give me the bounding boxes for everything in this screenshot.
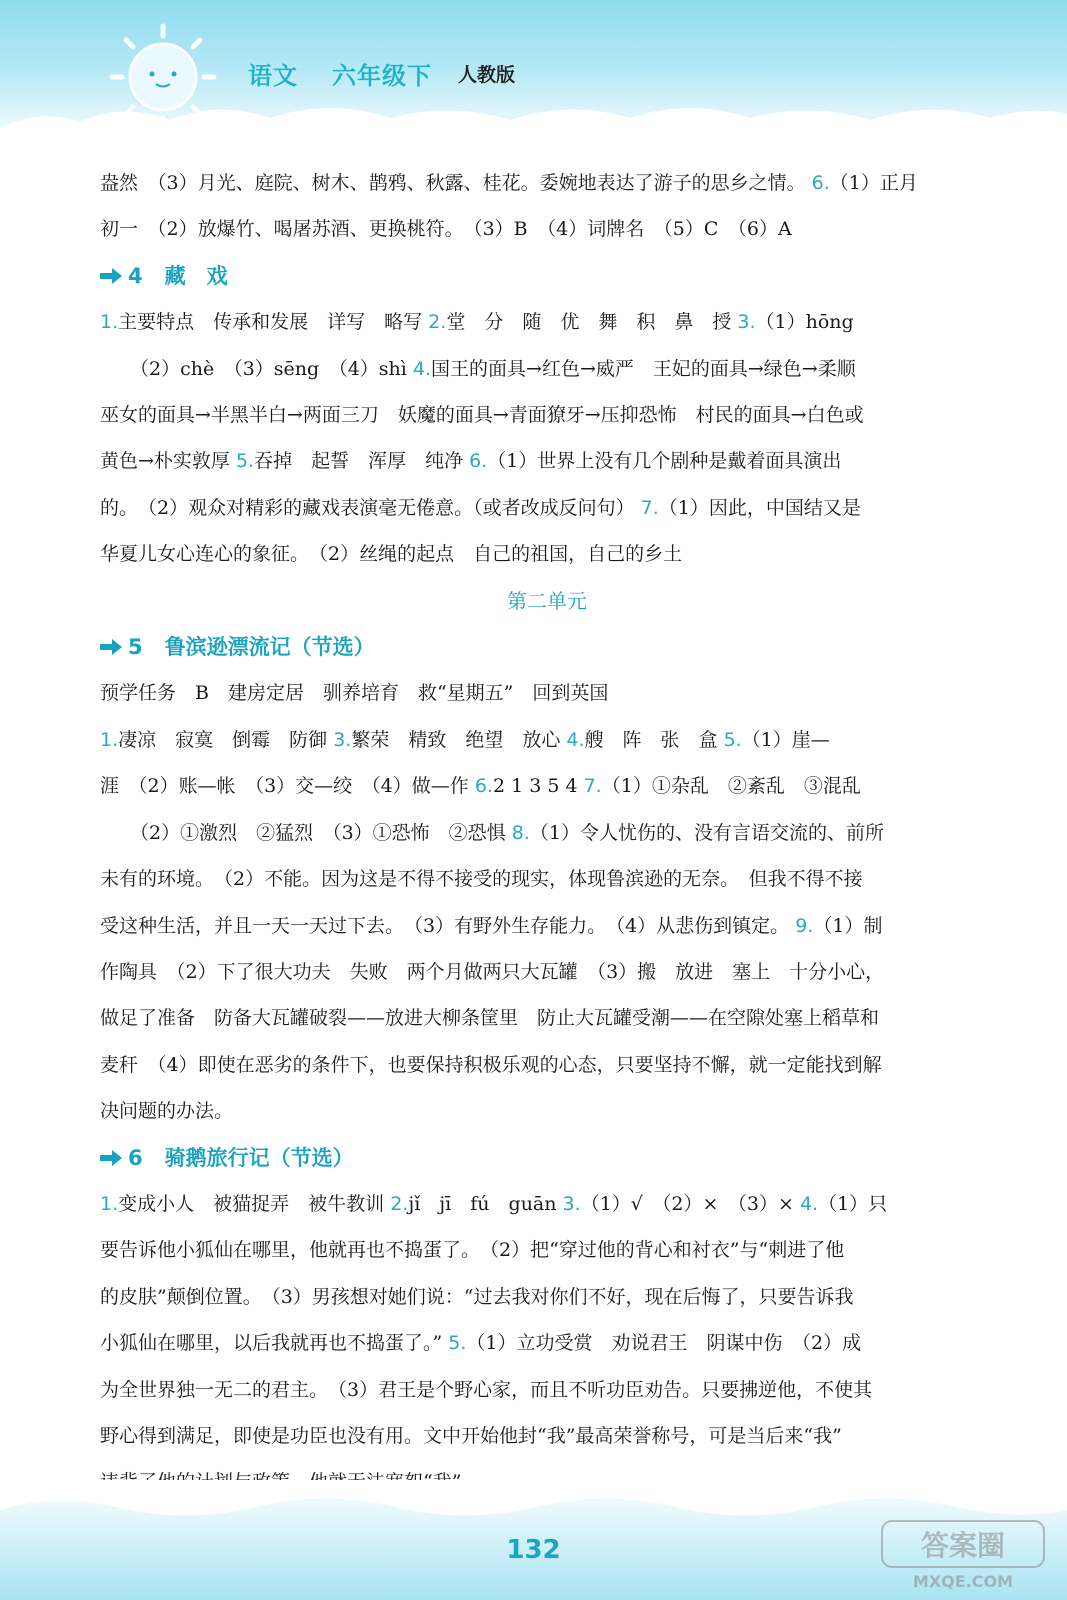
answer-text: 要告诉他小狐仙在哪里，他就再也不捣蛋了。 （2）把“穿过他的背心和衬衣”与“刺进了他 (100, 1239, 845, 1262)
answer-text: 繁荣 精致 绝望 放心 (351, 728, 567, 751)
answer-text: 的。 （2）观众对精彩的藏戏表演毫无倦意。（或者改成反问句） (100, 496, 641, 519)
question-number: 6. (469, 450, 488, 473)
header-title (248, 55, 515, 91)
question-number: 6. (474, 775, 493, 798)
question-number: 7. (640, 496, 659, 519)
answer-text: （1）正月 (829, 172, 918, 194)
question-number: 2. (390, 1192, 409, 1215)
question-number: 7. (583, 775, 602, 798)
answer-text: （1）世界上没有几个剧种是戴着面具演出 (487, 450, 842, 473)
question-number: 1. (100, 1192, 119, 1215)
answer-text: （1）令人忧伤的、没有言语交流的、前所 (529, 821, 884, 844)
answer-line (100, 1413, 994, 1459)
answer-text: 小狐仙在哪里，以后我就再也不捣蛋了。” (100, 1332, 449, 1355)
question-number: 4. (799, 1192, 819, 1215)
watermark-logo (878, 1515, 1048, 1595)
answer-text: （1）只 (818, 1192, 888, 1215)
subject-label: 语文 (248, 61, 298, 90)
question-number: 3. (333, 728, 352, 751)
answer-text: 堂 分 随 优 舞 积 鼻 授 (446, 311, 738, 334)
answer-text: 麦秆 （4）即使在恶劣的条件下，也要保持积极乐观的心态，只要坚持不懈，就一定能找到解 (100, 1053, 882, 1076)
answer-text: 艘 阵 张 盒 (584, 728, 724, 751)
question-number: 6. (811, 172, 830, 194)
edition-label: 人教版 (458, 63, 516, 86)
question-number: 4. (412, 357, 432, 380)
svg-text:MXQE.COM: MXQE.COM (912, 1572, 1014, 1591)
answer-line (100, 856, 994, 902)
answer-text: 未有的环境。 （2）不能。因为这是不得不接受的现实，体现鲁滨逊的无奈。 但我不得不接 (100, 868, 863, 891)
question-number: 3. (562, 1192, 581, 1215)
answer-text: （2）chè （3）sēng （4）shì (130, 357, 413, 380)
answer-line (100, 299, 994, 345)
answer-text: 涯 （2）账—帐 （3）交—绞 （4）做—作 (100, 775, 475, 798)
unit-heading: 第二单元 (507, 588, 587, 613)
svg-text:答案圈: 答案圈 (920, 1529, 1006, 1562)
answer-line (100, 160, 994, 206)
answer-line (100, 670, 994, 716)
answer-text: （1）制 (813, 914, 883, 937)
answer-line (100, 485, 994, 531)
answer-text: 吞掉 起誓 浑厚 纯净 (254, 450, 470, 473)
answer-line (100, 1367, 994, 1413)
answer-text: 黄色→朴实敦厚 (100, 450, 236, 473)
question-number: 3. (737, 311, 756, 334)
answer-line (100, 810, 994, 856)
section-heading (100, 1135, 994, 1181)
answer-text: 预学任务 B 建房定居 驯养培育 救“星期五” 回到英国 (100, 682, 609, 705)
question-number: 5. (235, 450, 255, 473)
answer-line (100, 438, 994, 484)
answer-line (100, 1274, 994, 1320)
answer-line (100, 903, 994, 949)
answer-text: （1）①杂乱 ②紊乱 ③混乱 (601, 775, 861, 798)
answer-text: （1）立功受赏 劝说君王 阴谋中伤 （2）成 (466, 1332, 862, 1355)
cloud-border (0, 88, 1067, 150)
answer-line (100, 949, 994, 995)
answer-content (100, 160, 994, 1506)
answer-line (100, 995, 994, 1041)
answer-text: 2 1 3 5 4 (492, 775, 584, 798)
answer-text: 受这种生活，并且一天一天过下去。 （3）有野外生存能力。 （4）从悲伤到镇定。 (100, 914, 796, 937)
answer-text: 做足了准备 防备大瓦罐破裂——放进大柳条筐里 防止大瓦罐受潮——在空隙处塞上稻草和 (100, 1007, 880, 1030)
arrow-right-icon (100, 1150, 122, 1166)
answer-text: 华夏儿女心连心的象征。 （2）丝绳的起点 自己的祖国，自己的乡土 (100, 543, 683, 566)
section-title: 鲁滨逊漂流记（节选） (164, 635, 375, 660)
answer-text: jǐ jī fú guān (408, 1192, 563, 1215)
question-number: 9. (795, 914, 814, 937)
arrow-right-icon (100, 639, 122, 655)
question-number: 1. (100, 311, 119, 334)
answer-text: 盎然 （3）月光、庭院、树木、鹊鸦、秋露、桂花。委婉地表达了游子的思乡之情。 (100, 172, 812, 194)
page-number: 132 (506, 1535, 561, 1565)
answer-text: 的皮肤”颠倒位置。 （3）男孩想对她们说：“过去我对你们不好，现在后悔了，只要告诉我 (100, 1285, 854, 1308)
answer-text: （1）崖— (741, 728, 830, 751)
answer-line (100, 1088, 994, 1134)
header-banner (0, 0, 1067, 150)
answer-line (100, 1181, 994, 1227)
section-number: 4 (128, 263, 143, 288)
answer-text: 凄凉 寂寞 倒霉 防御 (118, 728, 334, 751)
answer-text: 为全世界独一无二的君主。 （3）君王是个野心家，而且不听功臣劝告。只要拂逆他，不使其 (100, 1378, 873, 1401)
answer-text: （2）①激烈 ②猛烈 （3）①恐怖 ②恐惧 (130, 821, 512, 844)
answer-line (100, 206, 994, 252)
grade-label: 六年级下 (332, 61, 432, 90)
answer-line (100, 346, 994, 392)
answer-text: 主要特点 传承和发展 详写 略写 (118, 311, 429, 334)
answer-line (100, 763, 994, 809)
question-number: 5. (723, 728, 742, 751)
answer-line (100, 531, 994, 577)
answer-text: 野心得到满足，即使是功臣也没有用。文中开始他封“我”最高荣誉称号，可是当后来“我” (100, 1424, 842, 1447)
answer-line (100, 717, 994, 763)
answer-text: （1）√ （2）× （3）× (580, 1192, 800, 1215)
arrow-right-icon (100, 268, 122, 284)
answer-text: 决问题的办法。 (100, 1100, 234, 1123)
answer-line (100, 1227, 994, 1273)
section-title: 骑鹅旅行记（节选） (164, 1145, 354, 1170)
section-heading (100, 253, 994, 299)
answer-text: 作陶具 （2）下了很大功夫 失败 两个月做两只大瓦罐 （3）搬 放进 塞上 十分小心， (100, 960, 885, 983)
question-number: 8. (511, 821, 530, 844)
answer-text: 巫女的面具→半黑半白→两面三刀 妖魔的面具→青面獠牙→压抑恐怖 村民的面具→白色或 (100, 404, 864, 427)
question-number: 4. (566, 728, 585, 751)
question-number: 5. (448, 1332, 467, 1355)
answer-text: 初一 （2）放爆竹、喝屠苏酒、更换桃符。 （3）B （4）词牌名 （5）C （6）A (100, 218, 792, 241)
section-title: 藏 戏 (164, 263, 228, 288)
answer-text: 变成小人 被猫捉弄 被牛教训 (118, 1192, 391, 1215)
answer-text: （1）hōng (755, 311, 854, 334)
answer-text: 国王的面具→红色→威严 王妃的面具→绿色→柔顺 (431, 357, 856, 380)
question-number: 1. (100, 728, 119, 751)
answer-text: （1）因此，中国结又是 (658, 496, 861, 519)
answer-line (100, 1042, 994, 1088)
section-heading (100, 624, 994, 670)
answer-line (100, 392, 994, 438)
section-number: 6 (128, 1145, 143, 1170)
question-number: 2. (428, 311, 447, 334)
section-number: 5 (128, 635, 143, 660)
answer-line (100, 1320, 994, 1366)
